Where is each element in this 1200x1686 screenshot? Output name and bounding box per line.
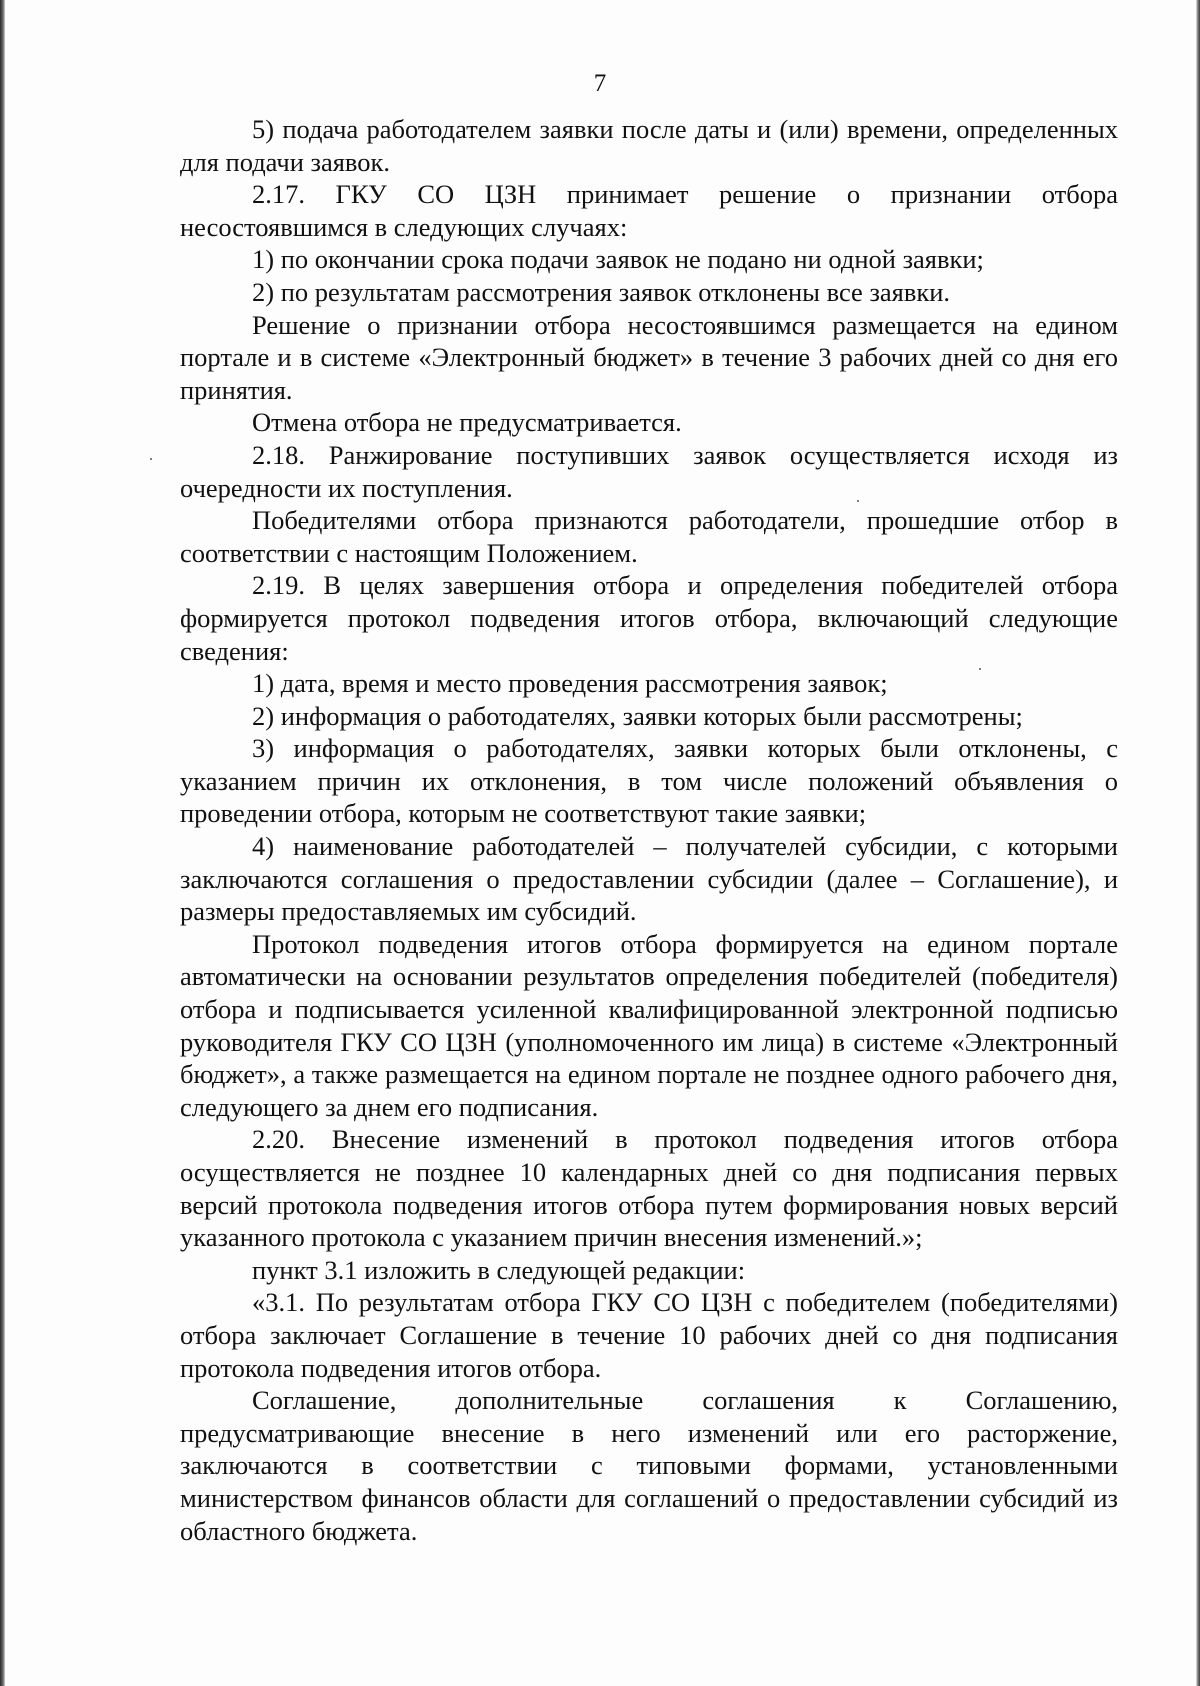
- paragraph-2-17: 2.17. ГКУ СО ЦЗН принимает решение о признании отбора несостоявшимся в следующих случаях:: [180, 179, 1118, 242]
- paragraph-protocol-formation: Протокол подведения итогов отбора формируется на едином портале автоматически на основании результатов определения победителей (победителя) отбора и подписывается усиленной квалифицированной электронной подписью руководителя ГКУ СО ЦЗН (уполномоченного им лица) в системе «Электронный бюджет», а также размещается на едином портале не позднее одного рабочего дня, следующего за днем его подписания.: [180, 928, 1118, 1122]
- paragraph-2-19-item-2: 2) информация о работодателях, заявки которых были рассмотрены;: [252, 700, 1023, 731]
- paragraph-agreements: Соглашение, дополнительные соглашения к Соглашению, предусматривающие внесение в него изменений или его расторжение, заключаются в соответствии с типовыми формами, установленными министерством финансов области для соглашений о предоставлении субсидий из областного бюджета.: [180, 1385, 1118, 1546]
- page-number: 7: [593, 70, 607, 97]
- scan-speck: [150, 458, 152, 460]
- paragraph-2-20: 2.20. Внесение изменений в протокол подведения итогов отбора осуществляется не позднее 10 календарных дней со дня подписания первых версий протокола подведения итогов отбора путем формирования новых версий указанного протокола с указанием причин внесения изменений.»;: [180, 1124, 1118, 1253]
- paragraph-2-18: 2.18. Ранжирование поступивших заявок осуществляется исходя из очередности их поступления.: [180, 439, 1118, 503]
- paragraph-winners: Победителями отбора признаются работодатели, прошедшие отбор в соответствии с настоящим Положением.: [180, 505, 1118, 568]
- paragraph-item-5-filing-after-deadline: 5) подача работодателем заявки после даты и (или) времени, определенных для подачи заявок.: [180, 114, 1118, 177]
- paragraph-2-19-item-4: 4) наименование работодателей – получателей субсидии, с которыми заключаются соглашения о предоставлении субсидии (далее – Соглашение), и размеры предоставляемых им субсидий.: [180, 831, 1118, 927]
- paragraph-no-cancellation: Отмена отбора не предусматривается.: [252, 407, 682, 438]
- paragraph-decision-publication: Решение о признании отбора несостоявшимся размещается на едином портале и в системе «Электронный бюджет» в течение 3 рабочих дней со дня его принятия.: [180, 309, 1118, 405]
- paragraph-2-17-item-1: 1) по окончании срока подачи заявок не подано ни одной заявки;: [252, 244, 984, 275]
- scan-speck: [979, 668, 981, 670]
- paragraph-2-17-item-2: 2) по результатам рассмотрения заявок отклонены все заявки.: [252, 276, 951, 307]
- paragraph-3-1: «3.1. По результатам отбора ГКУ СО ЦЗН с победителем (победителями) отбора заключает Соглашение в течение 10 рабочих дней со дня подписания протокола подведения итогов отбора.: [180, 1287, 1118, 1383]
- page-right-edge-shadow: [1196, 0, 1200, 1686]
- paragraph-2-19-item-3: 3) информация о работодателях, заявки которых были отклонены, с указанием причин их отклонения, в том числе положений объявления о проведении отбора, которым не соответствуют такие заявки;: [180, 733, 1118, 829]
- document-body: [180, 113, 1118, 1547]
- paragraph-2-19: 2.19. В целях завершения отбора и определения победителей отбора формируется протокол подведения итогов отбора, включающий следующие сведения:: [180, 570, 1118, 666]
- page-left-edge-shadow: [0, 0, 5, 1686]
- paragraph-point-3-1-intro: пункт 3.1 изложить в следующей редакции:: [252, 1254, 746, 1285]
- paragraph-2-19-item-1: 1) дата, время и место проведения рассмотрения заявок;: [252, 668, 888, 699]
- scan-speck: [857, 500, 859, 502]
